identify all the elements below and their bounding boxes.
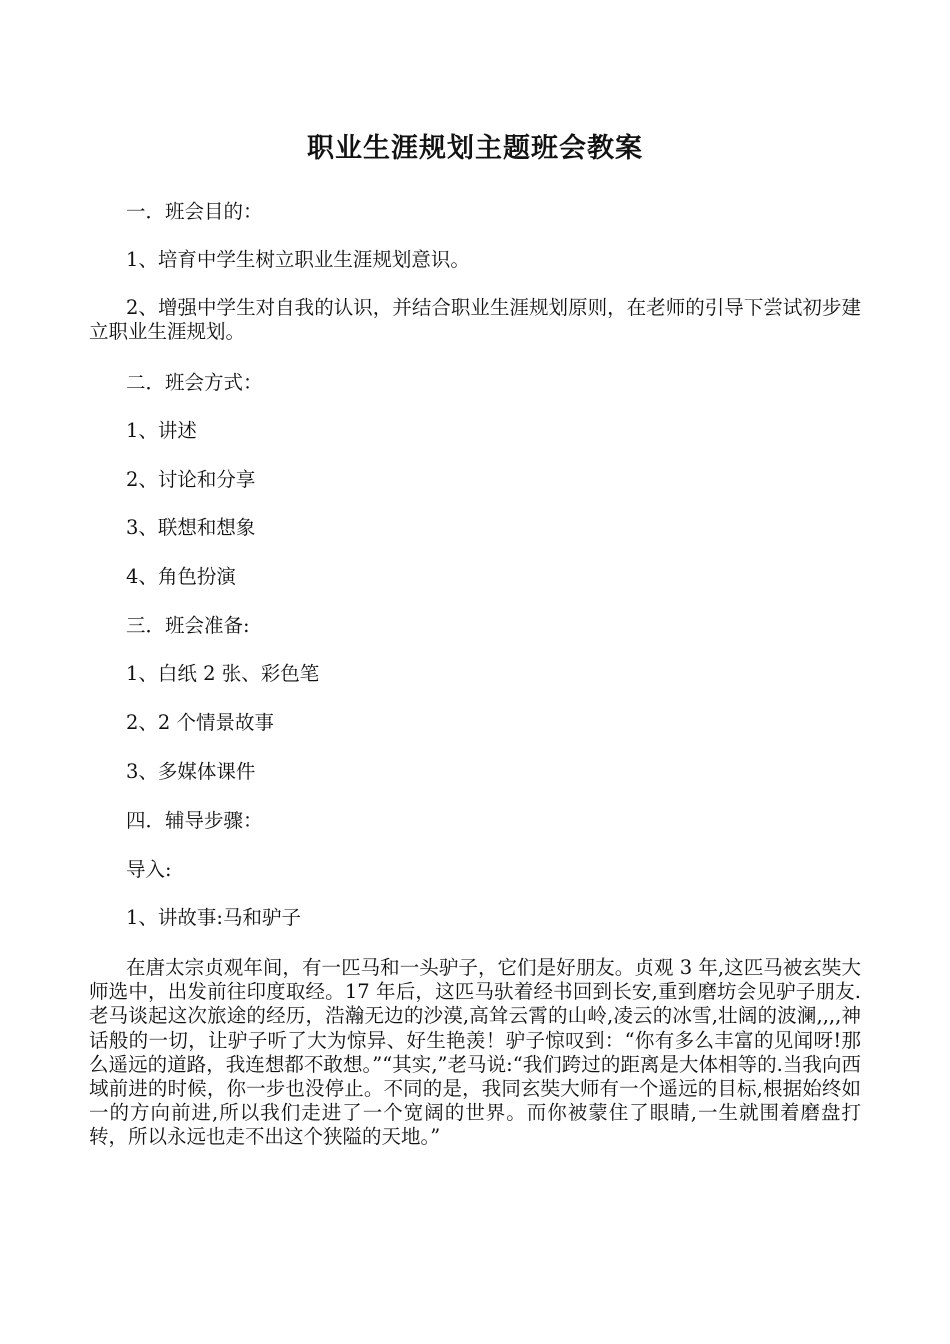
steps-intro: 导入: bbox=[126, 858, 172, 881]
method-item-4: 4、角色扮演 bbox=[126, 565, 236, 588]
section-heading-purpose: 一．班会目的： bbox=[126, 200, 263, 223]
section-heading-preparation: 三．班会准备: bbox=[126, 614, 250, 637]
story-paragraph: 在唐太宗贞观年间，有一匹马和一头驴子，它们是好朋友。贞观 3 年,这匹马被玄奘大师选中，出发前往印度取经。17 年后，这匹马驮着经书回到长安,重到磨坊会见驴子朋友.老马谈起这次旅途的经历，浩瀚无边的沙漠,高耸云霄的山岭,凌云的冰雪,壮阔的波澜,,,,神话般的一切，让驴子听了大为惊异、好生艳羡！驴子惊叹到：“你有多么丰富的见闻呀!那么遥远的道路，我连想都不敢想。”“其实,”老马说:“我们跨过的距离是大体相等的.当我向西域前进的时候，你一步也没停止。不同的是，我同玄奘大师有一个遥远的目标,根据始终如一的方向前进,所以我们走进了一个宽阔的世界。而你被蒙住了眼睛,一生就围着磨盘打转，所以永远也走不出这个狭隘的天地。” bbox=[89, 956, 861, 1149]
page-title: 职业生涯规划主题班会教案 bbox=[307, 133, 643, 164]
steps-item-1: 1、讲故事:马和驴子 bbox=[126, 906, 301, 929]
section-heading-steps: 四．辅导步骤： bbox=[126, 809, 263, 832]
purpose-item-1: 1、培育中学生树立职业生涯规划意识。 bbox=[126, 248, 470, 271]
method-item-1: 1、讲述 bbox=[126, 419, 197, 442]
method-item-2: 2、讨论和分享 bbox=[126, 468, 256, 491]
section-heading-method: 二．班会方式： bbox=[126, 371, 263, 394]
preparation-item-1: 1、白纸 2 张、彩色笔 bbox=[126, 662, 320, 685]
method-item-3: 3、联想和想象 bbox=[126, 516, 256, 539]
preparation-item-3: 3、多媒体课件 bbox=[126, 760, 256, 783]
preparation-item-2: 2、2 个情景故事 bbox=[126, 711, 275, 734]
purpose-item-2: 2、增强中学生对自我的认识，并结合职业生涯规划原则，在老师的引导下尝试初步建立职业生涯规划。 bbox=[89, 296, 861, 344]
